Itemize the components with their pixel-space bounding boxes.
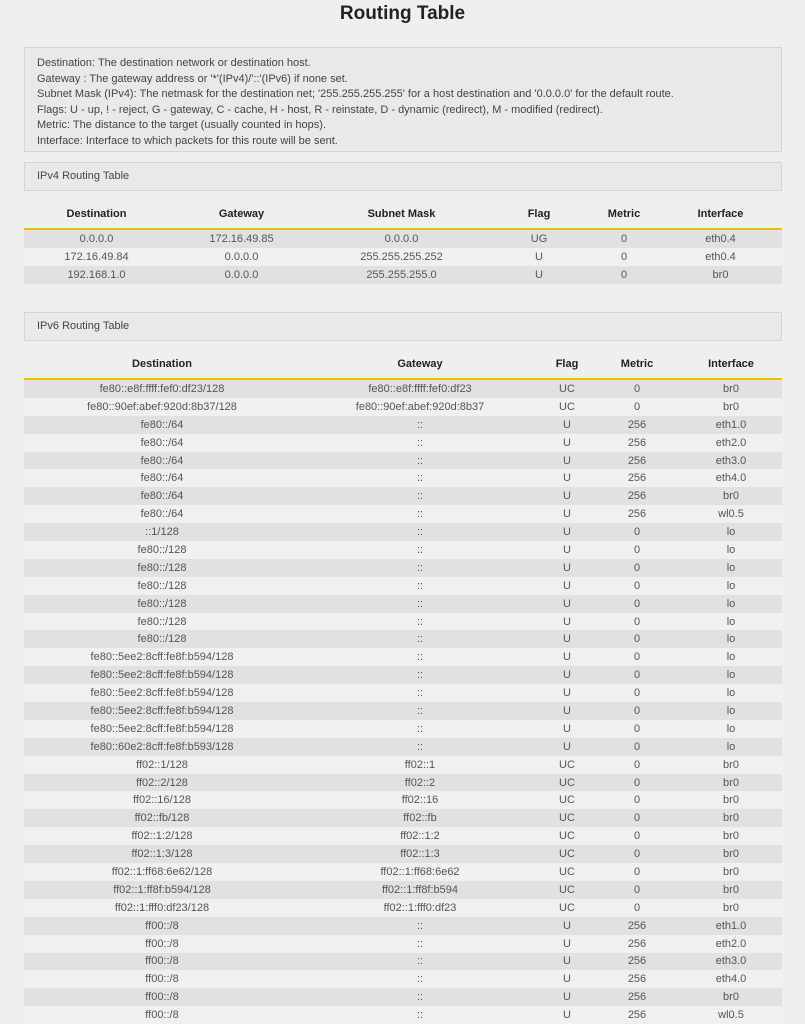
- cell-metric: 0: [594, 738, 680, 756]
- cell-interface: lo: [680, 541, 782, 559]
- cell-metric: 0: [594, 398, 680, 416]
- cell-subnet-mask: 255.255.255.252: [314, 248, 489, 266]
- cell-destination: fe80::/64: [24, 487, 300, 505]
- cell-flag: U: [540, 469, 594, 487]
- cell-destination: fe80::/64: [24, 416, 300, 434]
- table-row: [24, 809, 782, 827]
- table-row: [24, 738, 782, 756]
- table-row: [24, 917, 782, 935]
- cell-destination: fe80::/128: [24, 541, 300, 559]
- cell-subnet-mask: 0.0.0.0: [314, 229, 489, 248]
- cell-interface: eth2.0: [680, 935, 782, 953]
- cell-metric: 0: [594, 595, 680, 613]
- cell-metric: 0: [594, 559, 680, 577]
- cell-metric: 0: [589, 266, 659, 284]
- cell-interface: br0: [680, 863, 782, 881]
- cell-interface: br0: [680, 791, 782, 809]
- page-title: Routing Table: [339, 3, 466, 24]
- cell-interface: br0: [680, 881, 782, 899]
- cell-gateway: ff02::1:ff8f:b594: [300, 881, 540, 899]
- table-row: [24, 970, 782, 988]
- cell-flag: UC: [540, 791, 594, 809]
- cell-flag: U: [540, 487, 594, 505]
- cell-metric: 0: [594, 613, 680, 631]
- cell-destination: fe80::/128: [24, 630, 300, 648]
- cell-destination: ff00::/8: [24, 953, 300, 971]
- table-row: [24, 613, 782, 631]
- cell-flag: UC: [540, 756, 594, 774]
- cell-destination: fe80::90ef:abef:920d:8b37/128: [24, 398, 300, 416]
- cell-destination: ff02::1:2/128: [24, 827, 300, 845]
- cell-metric: 0: [594, 774, 680, 792]
- cell-interface: br0: [680, 809, 782, 827]
- cell-gateway: ::: [300, 505, 540, 523]
- cell-interface: lo: [680, 523, 782, 541]
- cell-gateway: 172.16.49.85: [169, 229, 314, 248]
- table-row: [24, 684, 782, 702]
- cell-gateway: ::: [300, 595, 540, 613]
- cell-destination: ff02::1:3/128: [24, 845, 300, 863]
- table-row: [24, 827, 782, 845]
- cell-flag: U: [540, 630, 594, 648]
- table-row: [24, 559, 782, 577]
- cell-flag: U: [540, 666, 594, 684]
- cell-destination: ff00::/8: [24, 917, 300, 935]
- cell-metric: 0: [594, 881, 680, 899]
- cell-destination: fe80::/128: [24, 559, 300, 577]
- cell-interface: lo: [680, 595, 782, 613]
- cell-metric: 256: [594, 953, 680, 971]
- table-row: [24, 899, 782, 917]
- cell-destination: ff02::16/128: [24, 791, 300, 809]
- cell-flag: U: [540, 953, 594, 971]
- legend-subnet-mask: Subnet Mask (IPv4): The netmask for the destination net; '255.255.255.255' for a host destination and '0.0.0.0' for the default route.: [37, 88, 674, 101]
- cell-flag: U: [540, 523, 594, 541]
- cell-metric: 256: [594, 452, 680, 470]
- table-row: [24, 774, 782, 792]
- table-row: [24, 1006, 782, 1024]
- cell-flag: U: [540, 595, 594, 613]
- ipv6-section-header: IPv6 Routing Table: [24, 312, 782, 341]
- cell-destination: 172.16.49.84: [24, 248, 169, 266]
- table-row: [24, 505, 782, 523]
- cell-interface: wl0.5: [680, 505, 782, 523]
- cell-gateway: ::: [300, 988, 540, 1006]
- cell-destination: fe80::/128: [24, 595, 300, 613]
- cell-destination: fe80::5ee2:8cff:fe8f:b594/128: [24, 666, 300, 684]
- cell-interface: br0: [659, 266, 782, 284]
- ipv4-header-row: [24, 200, 782, 229]
- cell-destination: ff02::2/128: [24, 774, 300, 792]
- table-row: [24, 523, 782, 541]
- cell-destination: ff02::1/128: [24, 756, 300, 774]
- table-row: [24, 702, 782, 720]
- cell-interface: br0: [680, 988, 782, 1006]
- cell-interface: eth3.0: [680, 452, 782, 470]
- ipv6-col-destination: Destination: [24, 350, 300, 379]
- cell-gateway: ::: [300, 1006, 540, 1024]
- cell-flag: U: [540, 738, 594, 756]
- table-row: [24, 791, 782, 809]
- cell-gateway: ::: [300, 970, 540, 988]
- cell-destination: fe80::5ee2:8cff:fe8f:b594/128: [24, 702, 300, 720]
- table-row: [24, 756, 782, 774]
- cell-flag: U: [540, 1006, 594, 1024]
- cell-interface: eth1.0: [680, 416, 782, 434]
- cell-metric: 0: [594, 756, 680, 774]
- table-row: [24, 469, 782, 487]
- cell-metric: 0: [594, 666, 680, 684]
- cell-gateway: ::: [300, 559, 540, 577]
- cell-destination: fe80::5ee2:8cff:fe8f:b594/128: [24, 720, 300, 738]
- cell-flag: U: [540, 505, 594, 523]
- cell-gateway: fe80::e8f:ffff:fef0:df23: [300, 379, 540, 398]
- table-row: [24, 577, 782, 595]
- cell-flag: UC: [540, 881, 594, 899]
- cell-interface: eth4.0: [680, 469, 782, 487]
- table-row: [24, 416, 782, 434]
- cell-flag: U: [540, 434, 594, 452]
- cell-destination: fe80::/64: [24, 469, 300, 487]
- cell-metric: 256: [594, 917, 680, 935]
- cell-metric: 0: [594, 899, 680, 917]
- cell-gateway: ff02::1:3: [300, 845, 540, 863]
- cell-flag: U: [540, 917, 594, 935]
- cell-gateway: ::: [300, 416, 540, 434]
- cell-flag: UC: [540, 863, 594, 881]
- cell-interface: br0: [680, 379, 782, 398]
- table-row: [24, 863, 782, 881]
- cell-destination: ff02::1:ff68:6e62/128: [24, 863, 300, 881]
- cell-destination: ff02::1:ff8f:b594/128: [24, 881, 300, 899]
- table-row: [24, 595, 782, 613]
- cell-metric: 256: [594, 434, 680, 452]
- cell-gateway: ff02::1:2: [300, 827, 540, 845]
- cell-destination: ff00::/8: [24, 1006, 300, 1024]
- cell-flag: UC: [540, 809, 594, 827]
- table-row: [24, 452, 782, 470]
- table-row: [24, 666, 782, 684]
- cell-destination: fe80::/128: [24, 577, 300, 595]
- cell-destination: fe80::5ee2:8cff:fe8f:b594/128: [24, 684, 300, 702]
- ipv4-col-metric: Metric: [589, 200, 659, 229]
- cell-gateway: ff02::1: [300, 756, 540, 774]
- table-row: [24, 541, 782, 559]
- cell-interface: lo: [680, 648, 782, 666]
- cell-flag: UC: [540, 398, 594, 416]
- cell-gateway: ::: [300, 613, 540, 631]
- cell-gateway: ::: [300, 684, 540, 702]
- cell-metric: 0: [589, 229, 659, 248]
- cell-flag: U: [540, 970, 594, 988]
- cell-flag: UC: [540, 845, 594, 863]
- cell-metric: 0: [594, 791, 680, 809]
- cell-flag: UC: [540, 379, 594, 398]
- ipv4-routing-table: [24, 200, 782, 284]
- cell-metric: 0: [589, 248, 659, 266]
- cell-destination: ::1/128: [24, 523, 300, 541]
- legend-gateway: Gateway : The gateway address or '*'(IPv4)/'::'(IPv6) if none set.: [37, 72, 348, 85]
- cell-metric: 0: [594, 523, 680, 541]
- cell-gateway: ::: [300, 469, 540, 487]
- legend-metric: Metric: The distance to the target (usually counted in hops).: [37, 119, 327, 132]
- table-row: [24, 845, 782, 863]
- cell-interface: br0: [680, 774, 782, 792]
- cell-flag: U: [540, 988, 594, 1006]
- cell-destination: ff00::/8: [24, 970, 300, 988]
- table-row: [24, 720, 782, 738]
- cell-flag: UC: [540, 774, 594, 792]
- table-row: [24, 648, 782, 666]
- cell-metric: 256: [594, 416, 680, 434]
- legend-flags: Flags: U - up, ! - reject, G - gateway, C - cache, H - host, R - reinstate, D - dynamic (redirect), M - modified (redirect).: [37, 103, 603, 116]
- cell-flag: UC: [540, 899, 594, 917]
- cell-destination: ff00::/8: [24, 935, 300, 953]
- cell-destination: fe80::5ee2:8cff:fe8f:b594/128: [24, 648, 300, 666]
- cell-metric: 256: [594, 487, 680, 505]
- ipv4-col-destination: Destination: [24, 200, 169, 229]
- cell-metric: 0: [594, 702, 680, 720]
- cell-gateway: ::: [300, 630, 540, 648]
- cell-metric: 256: [594, 1006, 680, 1024]
- ipv4-section-header: IPv4 Routing Table: [24, 162, 782, 191]
- cell-gateway: 0.0.0.0: [169, 266, 314, 284]
- cell-gateway: ::: [300, 541, 540, 559]
- ipv6-col-flag: Flag: [540, 350, 594, 379]
- cell-destination: fe80::e8f:ffff:fef0:df23/128: [24, 379, 300, 398]
- legend-box: [24, 47, 782, 152]
- cell-destination: 0.0.0.0: [24, 229, 169, 248]
- cell-interface: lo: [680, 559, 782, 577]
- cell-metric: 0: [594, 577, 680, 595]
- cell-flag: U: [540, 541, 594, 559]
- cell-gateway: ff02::2: [300, 774, 540, 792]
- table-row: [24, 881, 782, 899]
- cell-gateway: ff02::16: [300, 791, 540, 809]
- cell-metric: 0: [594, 648, 680, 666]
- ipv6-header-row: [24, 350, 782, 379]
- cell-metric: 256: [594, 935, 680, 953]
- table-row: [24, 248, 782, 266]
- cell-metric: 256: [594, 988, 680, 1006]
- cell-interface: eth0.4: [659, 229, 782, 248]
- cell-interface: br0: [680, 756, 782, 774]
- cell-flag: U: [540, 613, 594, 631]
- cell-interface: lo: [680, 738, 782, 756]
- cell-interface: eth4.0: [680, 970, 782, 988]
- legend-destination: Destination: The destination network or destination host.: [37, 57, 311, 69]
- cell-destination: 192.168.1.0: [24, 266, 169, 284]
- cell-interface: eth2.0: [680, 434, 782, 452]
- cell-metric: 0: [594, 809, 680, 827]
- ipv4-col-gateway: Gateway: [169, 200, 314, 229]
- table-row: [24, 630, 782, 648]
- cell-destination: ff02::fb/128: [24, 809, 300, 827]
- ipv6-col-interface: Interface: [680, 350, 782, 379]
- cell-gateway: ::: [300, 434, 540, 452]
- cell-interface: lo: [680, 702, 782, 720]
- cell-destination: fe80::/128: [24, 613, 300, 631]
- ipv6-col-metric: Metric: [594, 350, 680, 379]
- cell-gateway: ff02::1:ff68:6e62: [300, 863, 540, 881]
- cell-metric: 0: [594, 379, 680, 398]
- table-row: [24, 379, 782, 398]
- cell-destination: fe80::/64: [24, 452, 300, 470]
- table-row: [24, 953, 782, 971]
- cell-interface: br0: [680, 487, 782, 505]
- cell-flag: U: [540, 559, 594, 577]
- cell-flag: U: [540, 452, 594, 470]
- cell-flag: U: [540, 648, 594, 666]
- cell-gateway: ::: [300, 666, 540, 684]
- cell-destination: ff02::1:fff0:df23/128: [24, 899, 300, 917]
- cell-metric: 0: [594, 827, 680, 845]
- cell-gateway: ::: [300, 452, 540, 470]
- cell-metric: 0: [594, 863, 680, 881]
- ipv4-col-flag: Flag: [489, 200, 589, 229]
- cell-metric: 0: [594, 541, 680, 559]
- table-row: [24, 935, 782, 953]
- ipv4-col-interface: Interface: [659, 200, 782, 229]
- cell-interface: eth0.4: [659, 248, 782, 266]
- cell-flag: U: [540, 416, 594, 434]
- cell-metric: 0: [594, 845, 680, 863]
- cell-destination: fe80::/64: [24, 505, 300, 523]
- cell-gateway: ::: [300, 487, 540, 505]
- cell-interface: eth3.0: [680, 953, 782, 971]
- table-row: [24, 988, 782, 1006]
- cell-interface: lo: [680, 577, 782, 595]
- cell-gateway: ::: [300, 577, 540, 595]
- legend-interface: Interface: Interface to which packets for this route will be sent.: [37, 134, 338, 147]
- cell-interface: br0: [680, 398, 782, 416]
- table-row: [24, 229, 782, 248]
- cell-interface: br0: [680, 899, 782, 917]
- cell-interface: lo: [680, 613, 782, 631]
- cell-flag: UG: [489, 229, 589, 248]
- cell-gateway: fe80::90ef:abef:920d:8b37: [300, 398, 540, 416]
- cell-flag: U: [489, 266, 589, 284]
- cell-destination: ff00::/8: [24, 988, 300, 1006]
- table-row: [24, 398, 782, 416]
- cell-flag: UC: [540, 827, 594, 845]
- cell-metric: 0: [594, 720, 680, 738]
- cell-destination: fe80::60e2:8cff:fe8f:b593/128: [24, 738, 300, 756]
- cell-metric: 256: [594, 469, 680, 487]
- cell-metric: 256: [594, 505, 680, 523]
- cell-interface: eth1.0: [680, 917, 782, 935]
- cell-gateway: ::: [300, 953, 540, 971]
- cell-gateway: ::: [300, 917, 540, 935]
- cell-flag: U: [540, 684, 594, 702]
- cell-interface: lo: [680, 720, 782, 738]
- cell-flag: U: [489, 248, 589, 266]
- cell-gateway: ff02::fb: [300, 809, 540, 827]
- cell-interface: lo: [680, 684, 782, 702]
- cell-gateway: ::: [300, 702, 540, 720]
- cell-gateway: 0.0.0.0: [169, 248, 314, 266]
- cell-gateway: ::: [300, 523, 540, 541]
- cell-gateway: ::: [300, 738, 540, 756]
- cell-flag: U: [540, 720, 594, 738]
- cell-interface: br0: [680, 845, 782, 863]
- cell-metric: 256: [594, 970, 680, 988]
- ipv6-routing-table: [24, 350, 782, 1024]
- cell-metric: 0: [594, 630, 680, 648]
- cell-interface: br0: [680, 827, 782, 845]
- ipv4-col-subnet-mask: Subnet Mask: [314, 200, 489, 229]
- cell-subnet-mask: 255.255.255.0: [314, 266, 489, 284]
- cell-destination: fe80::/64: [24, 434, 300, 452]
- cell-flag: U: [540, 702, 594, 720]
- cell-interface: wl0.5: [680, 1006, 782, 1024]
- table-row: [24, 266, 782, 284]
- cell-metric: 0: [594, 684, 680, 702]
- cell-gateway: ff02::1:fff0:df23: [300, 899, 540, 917]
- cell-flag: U: [540, 935, 594, 953]
- cell-interface: lo: [680, 666, 782, 684]
- cell-flag: U: [540, 577, 594, 595]
- cell-interface: lo: [680, 630, 782, 648]
- cell-gateway: ::: [300, 720, 540, 738]
- table-row: [24, 487, 782, 505]
- ipv6-col-gateway: Gateway: [300, 350, 540, 379]
- cell-gateway: ::: [300, 648, 540, 666]
- table-row: [24, 434, 782, 452]
- cell-gateway: ::: [300, 935, 540, 953]
